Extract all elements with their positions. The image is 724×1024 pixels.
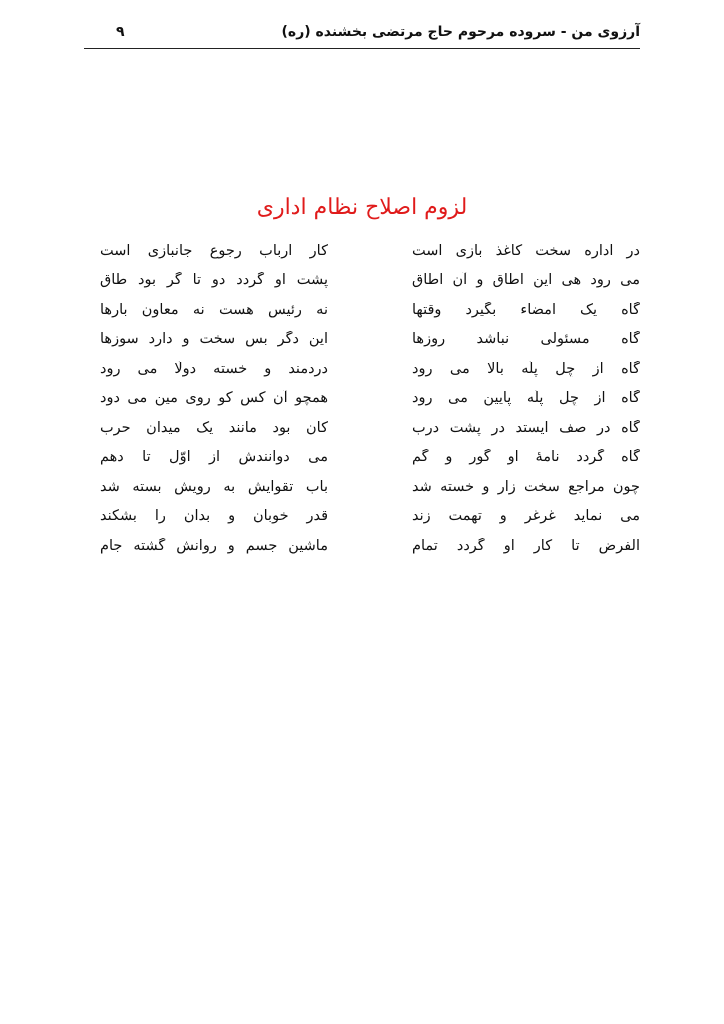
verse-row	[100, 354, 640, 384]
second-hemistich: این دگر بس سخت و دارد سوزها	[100, 331, 328, 348]
second-hemistich: می دوانندش از اوّل تا دهم	[100, 449, 328, 466]
second-hemistich: نه رئیس هست نه معاون بارها	[100, 301, 328, 318]
first-hemistich: چون مراجع سخت زار و خسته شد	[412, 478, 640, 495]
second-hemistich: کار ارباب رجوع جانبازی است	[100, 242, 328, 259]
first-hemistich: می نماید غرغر و تهمت زند	[412, 508, 640, 525]
second-hemistich: همچو آن کس کو روی مین می دود	[100, 390, 328, 407]
first-hemistich: گاه از چِل پلّه پایین می رود	[412, 390, 640, 407]
second-hemistich: باب تقوایش به رویش بسته شد	[100, 478, 328, 495]
first-hemistich: گاه یک امضاء بگیرد وقتها	[412, 301, 640, 318]
verse-row	[100, 266, 640, 296]
verse-row	[100, 443, 640, 473]
second-hemistich: ماشین جسم و روانش گشته جام	[100, 537, 328, 554]
poem-title: لزوم اصلاح نظام اداری	[256, 195, 468, 220]
first-hemistich: گاه از چِل پلّه بالا می رود	[412, 360, 640, 377]
verse-row	[100, 384, 640, 414]
first-hemistich: الفرض تا کار او گردد تمام	[412, 537, 640, 554]
first-hemistich: گاه مسئولی نباشد روزها	[412, 331, 640, 348]
second-hemistich: پشت او گردد دو تا گر بود طاق	[100, 272, 328, 289]
first-hemistich: می رود هی این اطاق و آن اطاق	[412, 272, 640, 289]
second-hemistich: قدر خوبان و بدان را بشکند	[100, 508, 328, 525]
second-hemistich: دردمند و خسته دولّا می رود	[100, 360, 328, 377]
second-hemistich: کان بود مانند یک میدان حرب	[100, 419, 328, 436]
first-hemistich: گاه در صف ایستد در پشت درب	[412, 419, 640, 436]
first-hemistich: گاه گردد نامهٔ او گور و گم	[412, 449, 640, 466]
verse-row	[100, 325, 640, 355]
page-header	[84, 20, 640, 49]
first-hemistich: در اداره سخت کاغذ بازی است	[412, 242, 640, 259]
page-number: ۹	[116, 24, 125, 40]
verse-row	[100, 236, 640, 266]
verse-row	[100, 413, 640, 443]
verse-row	[100, 472, 640, 502]
running-title: آرزوی من - سروده مرحوم حاج مرتضی بخشنده (ره)	[281, 24, 640, 40]
verse-row	[100, 295, 640, 325]
verse-row	[100, 502, 640, 532]
verse-row	[100, 531, 640, 561]
poem-verses	[100, 236, 640, 561]
